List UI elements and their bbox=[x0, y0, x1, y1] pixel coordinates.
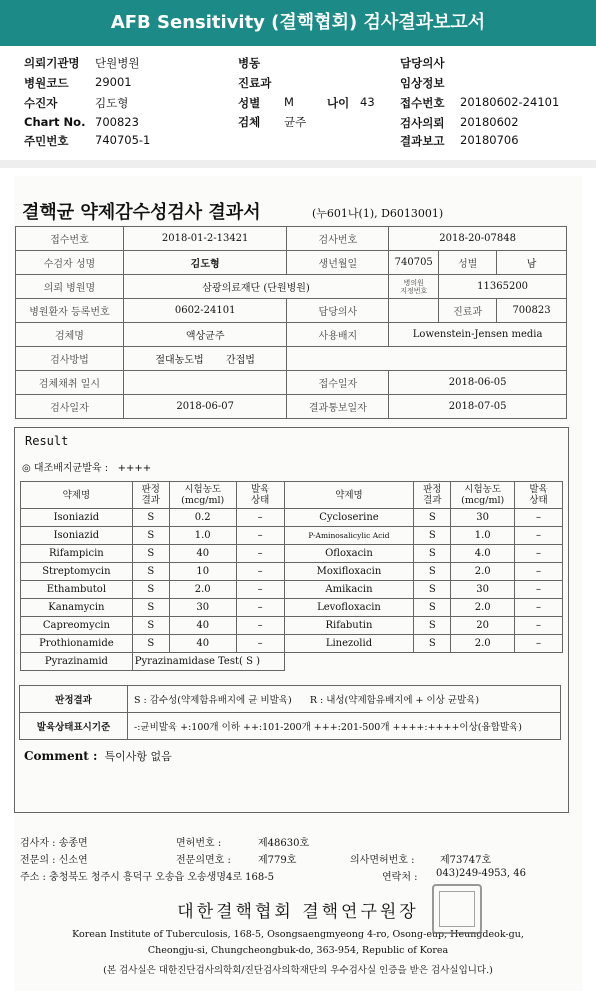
drug-growth: – bbox=[515, 599, 563, 617]
specimen-name-label: 검체명 bbox=[16, 323, 124, 347]
age-label: 나이 bbox=[327, 96, 350, 110]
hospcode-label: 병원코드 bbox=[24, 76, 69, 90]
drug-name: P-Aminosalicylic Acid bbox=[284, 527, 414, 545]
reg-no-value: 0602-24101 bbox=[123, 299, 287, 323]
result-title: Result bbox=[25, 434, 69, 448]
chart-value: 700823 bbox=[95, 115, 139, 129]
spec-license-label: 전문의면호 : bbox=[176, 855, 231, 866]
test-date-value: 2018-06-07 bbox=[123, 395, 287, 419]
control-growth-label: ◎ 대조배지균발육 : bbox=[22, 463, 109, 474]
drug-concentration: 30 bbox=[169, 599, 236, 617]
notify-date-label: 결과통보일자 bbox=[287, 395, 389, 419]
col-growth-left-a: 발육 bbox=[250, 484, 270, 495]
drug-growth: – bbox=[236, 527, 284, 545]
report-title: AFB Sensitivity (결핵협회) 검사결과보고서 bbox=[110, 12, 486, 33]
examinee-value: 김도형 bbox=[123, 251, 287, 275]
patient-label: 수진자 bbox=[24, 96, 58, 110]
pza-blank bbox=[284, 653, 562, 671]
table-row bbox=[16, 323, 567, 347]
test-no-value: 2018-20-07848 bbox=[389, 227, 567, 251]
birthdate-value: 740705 bbox=[389, 251, 439, 275]
contact-label: 연락처 : bbox=[382, 872, 418, 883]
drug-concentration: 1.0 bbox=[169, 527, 236, 545]
control-growth bbox=[22, 459, 151, 474]
report-date-label: 결과보고 bbox=[400, 134, 445, 148]
drug-row bbox=[21, 635, 563, 653]
table-row bbox=[16, 395, 567, 419]
received-date-label: 접수일자 bbox=[287, 371, 389, 395]
col-conc-right-b: (mcg/ml) bbox=[461, 495, 505, 506]
method-label: 검사방법 bbox=[16, 347, 124, 371]
specimen-value: 균주 bbox=[284, 115, 307, 129]
col-conc-left-b: (mcg/ml) bbox=[181, 495, 225, 506]
drug-result-table bbox=[20, 481, 563, 671]
attending-value bbox=[389, 299, 439, 323]
receipt-no-value: 2018-01-2-13421 bbox=[123, 227, 287, 251]
drug-growth: – bbox=[515, 617, 563, 635]
drug-name: Isoniazid bbox=[21, 527, 133, 545]
table-row bbox=[20, 713, 561, 740]
request-date-value: 20180602 bbox=[460, 115, 519, 129]
table-row bbox=[16, 371, 567, 395]
method-blank bbox=[287, 347, 567, 371]
request-info bbox=[0, 50, 596, 154]
drug-row bbox=[21, 509, 563, 527]
drug-growth: – bbox=[515, 563, 563, 581]
col-drug-left: 약제명 bbox=[21, 482, 133, 509]
contact-value: 043)249-4953, 46 bbox=[436, 868, 526, 879]
col-growth-right-b: 상태 bbox=[529, 495, 548, 506]
collection-value bbox=[123, 371, 287, 395]
drug-result: S bbox=[414, 545, 451, 563]
table-row bbox=[16, 299, 567, 323]
received-date-value: 2018-06-05 bbox=[389, 371, 567, 395]
drug-result: S bbox=[414, 599, 451, 617]
col-conc-left bbox=[169, 482, 236, 509]
col-judge-right-a: 판정 bbox=[423, 484, 442, 495]
doctor-license-value: 제73747호 bbox=[440, 855, 492, 866]
drug-growth: – bbox=[236, 599, 284, 617]
method-value bbox=[123, 347, 287, 371]
drug-result: S bbox=[414, 617, 451, 635]
doctor-label: 담당의사 bbox=[400, 56, 445, 70]
drug-name: Levofloxacin bbox=[284, 599, 414, 617]
drug-concentration: 40 bbox=[169, 617, 236, 635]
dept2-value: 700823 bbox=[497, 299, 567, 323]
hospital-label: 의뢰기관명 bbox=[24, 56, 80, 70]
designation-value: 11365200 bbox=[439, 275, 567, 299]
drug-growth: – bbox=[236, 617, 284, 635]
drug-row bbox=[21, 545, 563, 563]
drug-name: Amikacin bbox=[284, 581, 414, 599]
drug-row bbox=[21, 581, 563, 599]
sex-label: 성별 bbox=[238, 96, 261, 110]
receipt-no-label: 접수번호 bbox=[16, 227, 124, 251]
table-row bbox=[16, 251, 567, 275]
designation-label-a: 병의원 bbox=[403, 278, 424, 287]
judge-r: R : 내성(약제함유배지에 + 이상 균발육) bbox=[309, 695, 480, 706]
report-doc-code: (누601나(1), D6013001) bbox=[312, 207, 444, 220]
drug-concentration: 40 bbox=[169, 635, 236, 653]
drug-result: S bbox=[132, 563, 169, 581]
drug-name: Ofloxacin bbox=[284, 545, 414, 563]
sex-value: M bbox=[284, 95, 294, 109]
drug-name: Rifabutin bbox=[284, 617, 414, 635]
drug-concentration: 4.0 bbox=[451, 545, 515, 563]
rrn-label: 주민번호 bbox=[24, 134, 69, 148]
drug-concentration: 0.2 bbox=[169, 509, 236, 527]
license-label: 면허번호 : bbox=[176, 838, 222, 849]
comment-label: Comment : bbox=[24, 749, 98, 763]
dept-label: 진료과 bbox=[238, 76, 272, 90]
col-conc-right bbox=[451, 482, 515, 509]
examinee-label: 수검자 성명 bbox=[16, 251, 124, 275]
col-judge-left-a: 판정 bbox=[141, 484, 160, 495]
drug-growth: – bbox=[236, 581, 284, 599]
drug-row bbox=[21, 599, 563, 617]
drug-name: Moxifloxacin bbox=[284, 563, 414, 581]
req-hospital-label: 의뢰 병원명 bbox=[16, 275, 124, 299]
drug-growth: – bbox=[236, 509, 284, 527]
table-row bbox=[16, 347, 567, 371]
drug-result: S bbox=[414, 581, 451, 599]
test-no-label: 검사번호 bbox=[287, 227, 389, 251]
institute-address-2: Cheongju-si, Chungcheongbuk-do, 363-954, Republic of Korea bbox=[147, 945, 449, 956]
birthdate-label: 생년월일 bbox=[287, 251, 389, 275]
test-date-label: 검사일자 bbox=[16, 395, 124, 419]
drug-result: S bbox=[132, 509, 169, 527]
gender-value: 남 bbox=[497, 251, 567, 275]
col-judge-right bbox=[414, 482, 451, 509]
drug-row bbox=[21, 563, 563, 581]
drug-name: Streptomycin bbox=[21, 563, 133, 581]
specimen-name-value: 액상균주 bbox=[123, 323, 287, 347]
drug-result: S bbox=[414, 527, 451, 545]
patient-value: 김도형 bbox=[95, 96, 129, 110]
col-conc-left-a: 시험농도 bbox=[184, 484, 222, 495]
drug-row bbox=[21, 617, 563, 635]
col-judge-left bbox=[132, 482, 169, 509]
drug-row bbox=[21, 527, 563, 545]
drug-growth: – bbox=[236, 563, 284, 581]
medium-value: Lowenstein-Jensen media bbox=[389, 323, 567, 347]
drug-name: Prothionamide bbox=[21, 635, 133, 653]
drug-concentration: 2.0 bbox=[451, 635, 515, 653]
drug-name: Isoniazid bbox=[21, 509, 133, 527]
pza-result: Pyrazinamidase Test( S ) bbox=[132, 653, 284, 671]
drug-growth: – bbox=[236, 545, 284, 563]
attending-label: 담당의사 bbox=[287, 299, 389, 323]
license-value: 제48630호 bbox=[258, 838, 310, 849]
col-growth-right-a: 발육 bbox=[529, 484, 548, 495]
table-row bbox=[16, 227, 567, 251]
drug-result: S bbox=[132, 599, 169, 617]
designation-label-b: 지정번호 bbox=[400, 286, 428, 295]
examiner: 검사자 : 송종면 bbox=[20, 838, 88, 849]
drug-rows bbox=[21, 509, 563, 671]
drug-concentration: 1.0 bbox=[451, 527, 515, 545]
reg-no-label: 병원환자 등록번호 bbox=[16, 299, 124, 323]
drug-result: S bbox=[414, 635, 451, 653]
drug-concentration: 30 bbox=[451, 581, 515, 599]
drug-name: Ethambutol bbox=[21, 581, 133, 599]
address: 주소 : 충청북도 청주시 흥덕구 오송읍 오송생명4로 168-5 bbox=[20, 872, 275, 883]
comment-text: 특이사항 없음 bbox=[104, 750, 172, 763]
drug-concentration: 10 bbox=[169, 563, 236, 581]
patient-info-table bbox=[15, 226, 567, 419]
growth-desc: -:균비발육 +:100개 이하 ++:101-200개 +++:201-500개 ++++:++++이상(융합발육) bbox=[128, 713, 561, 740]
col-growth-right bbox=[515, 482, 563, 509]
judge-desc bbox=[128, 686, 561, 713]
comment bbox=[24, 748, 172, 764]
drug-growth: – bbox=[515, 527, 563, 545]
legend-table bbox=[19, 685, 561, 740]
receipt-value: 20180602-24101 bbox=[460, 95, 560, 109]
control-growth-value: ++++ bbox=[117, 463, 152, 474]
drug-concentration: 40 bbox=[169, 545, 236, 563]
rrn-value: 740705-1 bbox=[95, 133, 151, 147]
section-divider bbox=[0, 160, 596, 168]
notify-date-value: 2018-07-05 bbox=[389, 395, 567, 419]
report-doc-title: 결핵균 약제감수성검사 결과서 bbox=[22, 202, 261, 223]
drug-result: S bbox=[414, 563, 451, 581]
col-conc-right-a: 시험농도 bbox=[464, 484, 502, 495]
drug-name: Capreomycin bbox=[21, 617, 133, 635]
drug-growth: – bbox=[515, 545, 563, 563]
medium-label: 사용배지 bbox=[287, 323, 389, 347]
specialist: 전문의 : 신소연 bbox=[20, 855, 88, 866]
col-judge-right-b: 결과 bbox=[423, 495, 442, 506]
drug-result: S bbox=[132, 527, 169, 545]
spec-license-value: 제779호 bbox=[258, 855, 297, 866]
col-judge-left-b: 결과 bbox=[141, 495, 160, 506]
designation-label bbox=[389, 275, 439, 299]
drug-concentration: 2.0 bbox=[451, 563, 515, 581]
dept2-label: 진료과 bbox=[439, 299, 497, 323]
drug-concentration: 2.0 bbox=[169, 581, 236, 599]
drug-name: Cycloserine bbox=[284, 509, 414, 527]
chart-label: Chart No. bbox=[24, 115, 86, 129]
drug-name: Rifampicin bbox=[21, 545, 133, 563]
drug-result: S bbox=[414, 509, 451, 527]
drug-result: S bbox=[132, 581, 169, 599]
doctor-license-label: 의사면허번호 : bbox=[350, 855, 415, 866]
table-row bbox=[20, 686, 561, 713]
institute-seal-stamp bbox=[432, 884, 482, 934]
drug-result: S bbox=[132, 635, 169, 653]
specimen-label: 검체 bbox=[238, 115, 261, 129]
age-value: 43 bbox=[360, 95, 375, 109]
col-drug-right: 약제명 bbox=[284, 482, 414, 509]
report-date-value: 20180706 bbox=[460, 133, 519, 147]
ward-label: 병동 bbox=[238, 56, 261, 70]
col-growth-left bbox=[236, 482, 284, 509]
pza-drug-name: Pyrazinamid bbox=[21, 653, 133, 671]
drug-result: S bbox=[132, 545, 169, 563]
certification-note: (본 검사실은 대한진단검사의학회/진단검사의학재단의 우수검사실 인증을 받은 검사실입니다.) bbox=[103, 965, 493, 976]
drug-name: Kanamycin bbox=[21, 599, 133, 617]
hospital-value: 단원병원 bbox=[95, 56, 140, 70]
receipt-label: 접수번호 bbox=[400, 96, 445, 110]
req-hospital-value: 삼광의료재단 (단원병원) bbox=[123, 275, 388, 299]
drug-growth: – bbox=[515, 581, 563, 599]
report-header-bar bbox=[0, 0, 596, 46]
table-row bbox=[16, 275, 567, 299]
drug-concentration: 30 bbox=[451, 509, 515, 527]
clinical-label: 임상정보 bbox=[400, 76, 445, 90]
judge-s: S : 감수성(약제함유배지에 균 비발육) bbox=[134, 695, 292, 706]
drug-result: S bbox=[132, 617, 169, 635]
drug-growth: – bbox=[515, 635, 563, 653]
institute-address-1: Korean Institute of Tuberculosis, 168-5, Osongsaengmyeong 4-ro, Osong-eup, Heungdeok-gu, bbox=[72, 929, 524, 940]
request-date-label: 검사의뢰 bbox=[400, 116, 445, 130]
drug-header-row bbox=[21, 482, 563, 509]
col-growth-left-b: 상태 bbox=[250, 495, 270, 506]
pza-row bbox=[21, 653, 563, 671]
drug-concentration: 2.0 bbox=[451, 599, 515, 617]
gender-label: 성별 bbox=[439, 251, 497, 275]
method-value-a: 절대농도법 bbox=[155, 355, 204, 366]
drug-growth: – bbox=[236, 635, 284, 653]
hospcode-value: 29001 bbox=[95, 75, 132, 89]
method-value-b: 간접법 bbox=[225, 355, 255, 366]
growth-key: 발육상태표시기준 bbox=[20, 713, 128, 740]
judge-key: 판정결과 bbox=[20, 686, 128, 713]
drug-growth: – bbox=[515, 509, 563, 527]
drug-name: Linezolid bbox=[284, 635, 414, 653]
drug-concentration: 20 bbox=[451, 617, 515, 635]
collection-label: 검체채취 일시 bbox=[16, 371, 124, 395]
institute-name: 대한결핵협회 결핵연구원장 bbox=[177, 902, 419, 922]
